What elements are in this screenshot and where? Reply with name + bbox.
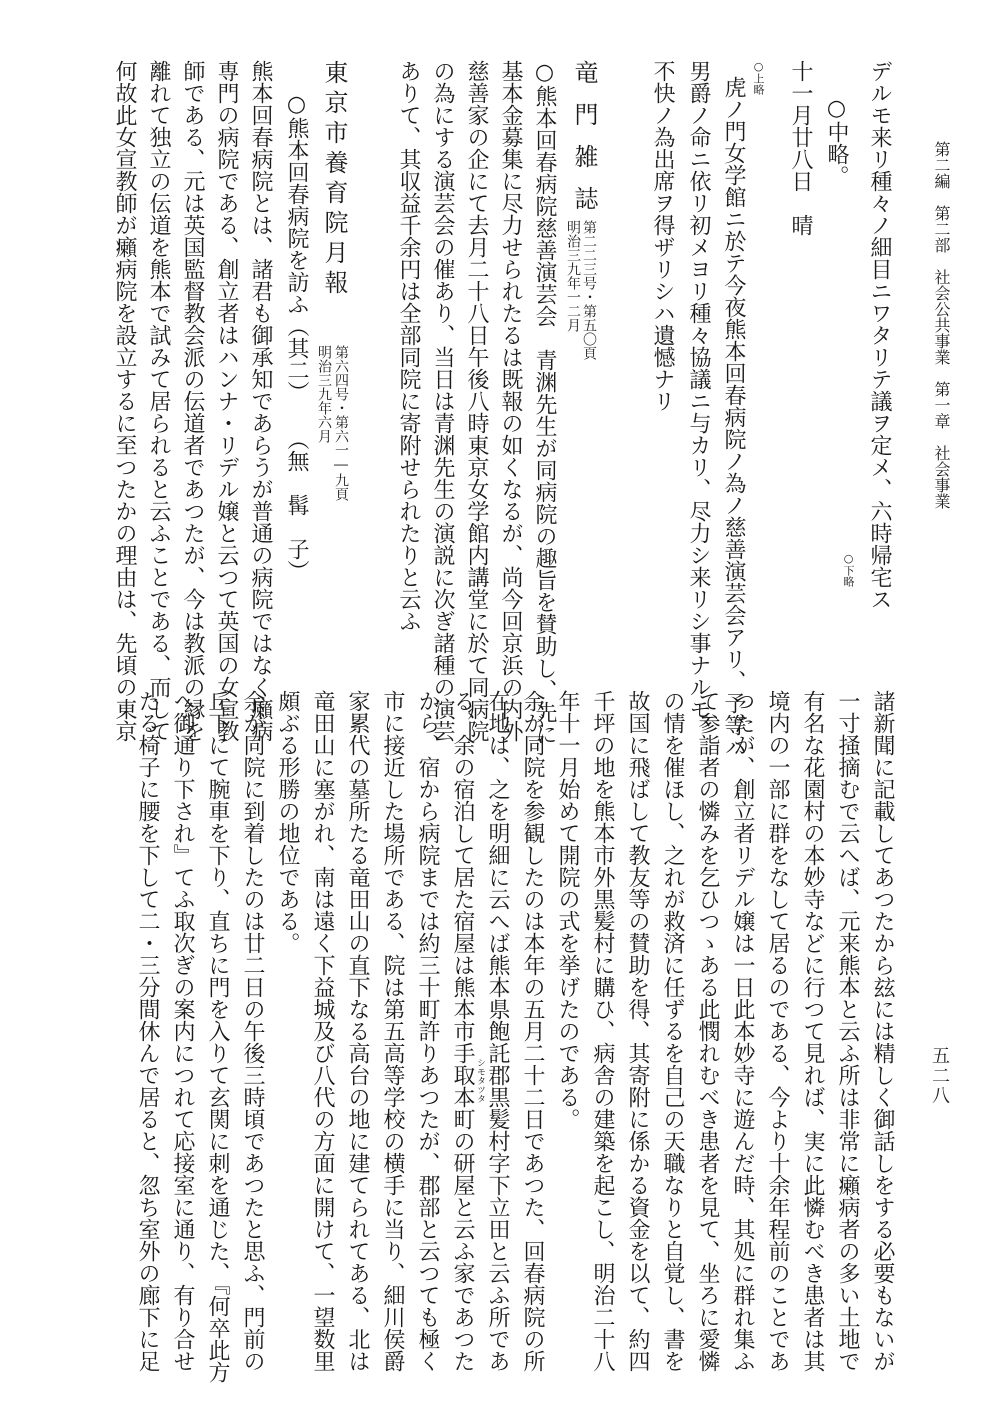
annotation-joryaku: ○上略	[752, 60, 765, 95]
article-subheading: ○熊本回春病院を訪ふ（其二）	[284, 92, 309, 403]
body-line: の情を催ほし、之れが救済に任ずるを自己の天職なりと自覚し、書を	[660, 690, 685, 1372]
page-number: 五二八	[929, 1046, 950, 1106]
body-line: 市に接近した場所である、院は第五高等学校の横手に当り、細川侯爵	[380, 690, 405, 1372]
ruby-reading: シモタツタ	[475, 1058, 485, 1103]
body-line: 千坪の地を熊本市外黒髪村に購ひ、病舎の建築を起こし、明治二十八	[590, 690, 615, 1372]
body-line: 余が同院を参観したのは本年の五月二十二日であつた、回春病院の所	[520, 690, 545, 1372]
section-heading: 竜門雑誌	[570, 60, 598, 228]
body-line: ありて、其収益千余円は全部同院に寄附せられたりと云ふ	[396, 60, 421, 632]
body-line: 師である、元は英国監督教会派の伝道者であつたが、今は教派の縁を	[180, 60, 205, 742]
body-line: 虎ノ門女学館ニ於テ今夜熊本回春病院ノ為ノ慈善演芸会アリ、予等ハ	[721, 76, 746, 758]
body-line: 頗ぶる形勝の地位である。	[275, 690, 300, 954]
annotation-geryaku: ○下略	[842, 552, 855, 587]
body-line: たる椅子に腰を下して二・三分間休んで居ると、忽ち室外の廊下に足	[135, 690, 160, 1372]
body-line: 男爵ノ命ニ依リ初メヨリ種々協議ニ与カリ、尽力シ来リシ事ナルモ、	[686, 60, 711, 742]
body-line: 余が同院に到着したのは廿二日の午後三時頃であつたと思ふ、門前の	[240, 690, 265, 1372]
body-line: る、余の宿泊して居た宿屋は熊本市手取本町の研屋と云ふ家であつた	[450, 690, 475, 1372]
body-line: 境内の一部に群をなして居るのである、今より十余年程前のことであ	[765, 690, 790, 1372]
body-line: 専門の病院である、創立者はハンナ・リデル嬢と云つて英国の女宣教	[214, 60, 239, 742]
article-author: （無 髯 子）	[284, 428, 309, 582]
body-line: 不快ノ為出席ヲ得ザリシハ遺憾ナリ	[650, 60, 675, 412]
body-line: の為にする演芸会の催あり、当日は青渊先生の演説に次ぎ諸種の演芸	[430, 60, 455, 742]
body-line: 丘下にて腕車を下り、直ちに門を入りて玄関に刺を通じた、『何卒此方	[205, 690, 230, 1383]
body-line: へ御通り下され』てふ取次ぎの案内につれて応接室に通り、有り合せ	[170, 690, 195, 1372]
citation-issue: 第六四号・第六一―九頁	[333, 345, 349, 501]
citation-date: 明治三九年六月	[316, 345, 332, 443]
body-line: 有名な花園村の本妙寺などに行つて見れば、実に此憐むべき患者は其	[800, 690, 825, 1372]
body-line: 故国に飛ばして教友等の賛助を得、其寄附に係かる資金を以て、約四	[625, 690, 650, 1372]
body-line: 竜田山に塞がれ、南は遠く下益城及び八代の方面に開けて、一望数里	[310, 690, 335, 1372]
diary-date: 十一月廿八日 晴	[788, 60, 813, 236]
body-line: 慈善家の企にて去月二十八日午後八時東京女学館内講堂に於て同病院	[464, 60, 489, 742]
running-head: 第二編 第二部 社会公共事業 第一章 社会事業	[932, 141, 951, 509]
citation-issue: 第二二三号・第五〇頁	[581, 220, 597, 360]
body-line: から、宿から病院までは約三十町許りあつたが、郡部と云つても極く	[415, 690, 440, 1372]
body-line: 何故此女宣教師が癩病院を設立するに至つたかの理由は、先頃の東京	[112, 60, 137, 742]
body-line: 家累代の墓所たる竜田山の直下なる高台の地に建てられてある、北は	[345, 690, 370, 1372]
body-line: 年十一月始めて開院の式を挙げたのである。	[555, 690, 580, 1130]
section-heading: 東京市養育院月報	[320, 60, 348, 300]
body-line: デルモ来リ種々ノ細目ニワタリテ議ヲ定メ、六時帰宅ス	[867, 60, 892, 610]
body-line: 熊本回春病院とは、諸君も御承知であらうが普通の病院ではなく癩病	[248, 60, 273, 742]
body-line: 離れて独立の伝道を熊本で試みて居られると云ふことである、而して	[146, 60, 171, 742]
body-line: ○熊本回春病院慈善演芸会 青渊先生が同病院の趣旨を賛助し、先に	[532, 60, 557, 745]
body-line: 一寸掻摘むで云へば、元来熊本と云ふ所は非常に癩病者の多い土地で	[835, 690, 860, 1372]
body-line: 諸新聞に記載してあつたから玆には精しく御話しをする必要もないが	[870, 690, 895, 1372]
body-line: 基本金募集に尽力せられたるは既報の如くなるが、尚今回京浜の内外	[498, 60, 523, 742]
citation-date: 明治三九年一二月	[565, 220, 581, 332]
body-line: ○中略。	[824, 96, 849, 187]
body-line: て参詣者の憐みを乞ひつゝある此憫れむべき患者を見て、坐ろに愛憐	[695, 690, 720, 1372]
body-line: つたが、創立者リデル嬢は一日此本妙寺に遊んだ時、其処に群れ集ふ	[730, 690, 755, 1372]
body-line: 在地は、之を明細に云へば熊本県飽託郡黒髪村字下立田と云ふ所であ	[485, 690, 510, 1372]
